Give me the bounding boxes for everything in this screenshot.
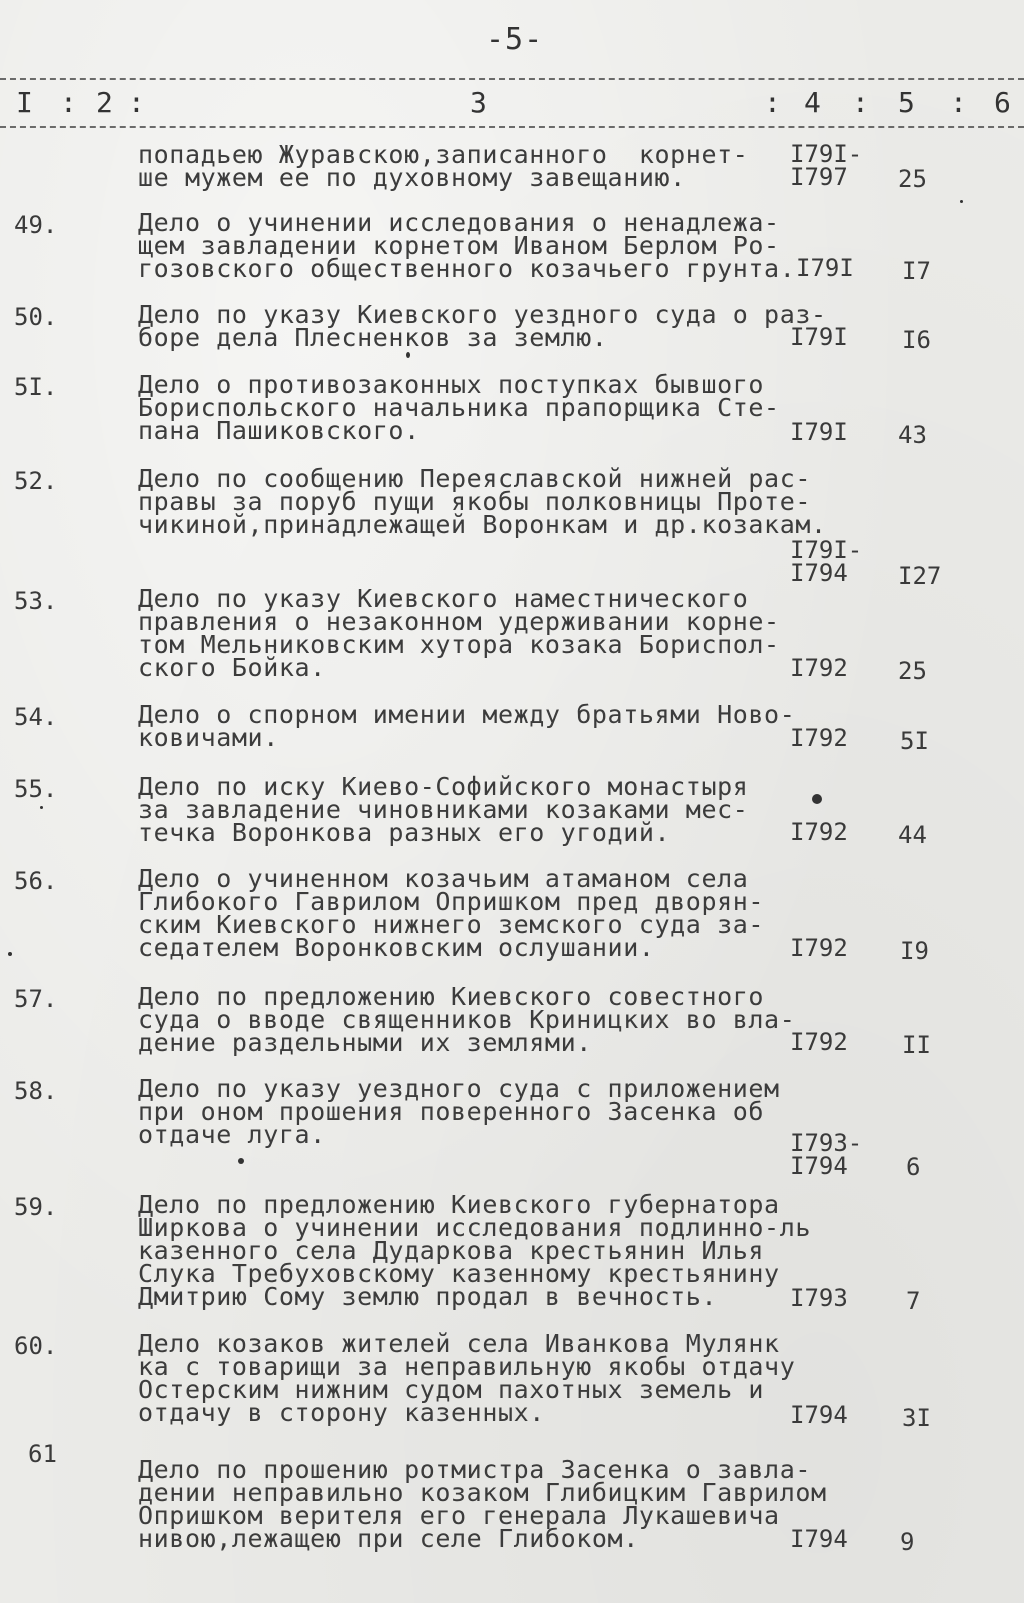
entry-description: Дело о спорном имении между братьями Ново- ковичами. (138, 700, 796, 752)
page-number: -5- (486, 22, 544, 57)
entry-number: 54. (14, 703, 58, 731)
entry-year: I792 (790, 818, 848, 846)
entry-description: Дело по предложению Киевского губернатора Ширкова о учинении исследования подлинно-ль казенного села Дударкова крестьянин Илья Слука Требуховскому казенному крестьянину Дмитрию Сому землю продал в вечность. (138, 1190, 812, 1311)
entry-number: 49. (14, 211, 58, 239)
entry-description: Дело о учинении исследования о ненадлежа- щем завладении корнетом Иваном Берлом Ро- гозовского общественного козачьего грунта. (138, 208, 796, 283)
entry-sheet-count: 25 (898, 657, 927, 685)
entry-sheet-count: I6 (902, 326, 931, 354)
column-separator: : (128, 86, 145, 119)
entry-year: I794 (790, 1401, 848, 1429)
entry-year: I792 (790, 724, 848, 752)
entry-description: Дело о учиненном козачьим атаманом села Глибокого Гаврилом Опришком пред дворян- ским Киевского нижнего земского суда за- седателем Воронковским ослушании. (138, 864, 765, 962)
column-separator: : (950, 86, 967, 119)
ink-speck (960, 200, 963, 203)
column-header-3: 3 (470, 86, 487, 119)
entry-number: 61 (28, 1440, 57, 1468)
column-header-2: 2 (96, 86, 113, 119)
entry-sheet-count: I27 (898, 562, 942, 590)
header-bottom-rule (0, 126, 1024, 128)
entry-description: Дело по сообщению Переяславской нижней рас- правы за поруб пущи якобы полковницы Проте- чикиной,принадлежащей Воронкам и др.козакам. (138, 464, 827, 539)
entry-sheet-count: 44 (898, 821, 927, 849)
entry-description: Дело козаков жителей села Иванкова Мулянк ка с товарищи за неправильную якобы отдачу Остерским нижним судом пахотных земель и отдачу в сторону казенных. (138, 1329, 796, 1427)
entry-sheet-count: 25 (898, 165, 927, 193)
entry-year: I79I (796, 254, 854, 282)
entry-description: Дело по указу Киевского уездного суда о раз- боре дела Плесненков за землю. (138, 300, 827, 352)
entry-sheet-count: 6 (906, 1153, 921, 1181)
column-header-4: 4 (804, 86, 821, 119)
entry-year: I79I- I794 (790, 536, 863, 587)
ink-speck (238, 1158, 244, 1164)
ink-speck (40, 806, 43, 809)
entry-number: 56. (14, 867, 58, 895)
entry-number: 50. (14, 303, 58, 331)
entry-year: I793 (790, 1284, 848, 1312)
entry-number: 58. (14, 1077, 58, 1105)
entry-year: I793- I794 (790, 1129, 863, 1180)
header-top-rule (0, 78, 1024, 80)
column-separator: : (60, 86, 77, 119)
entry-description: Дело по указу Киевского наместнического правления о незаконном удерживании корне- том Мельниковским хутора козака Бориспол- ского Бойка. (138, 584, 780, 682)
entry-sheet-count: I9 (900, 937, 929, 965)
ink-speck (406, 352, 410, 358)
entry-description: Дело по указу уездного суда с приложением при оном прошения поверенного Засенка об отдаче луга. (138, 1074, 780, 1149)
column-header-5: 5 (898, 86, 915, 119)
entry-year: I79I- I797 (790, 140, 863, 191)
entry-sheet-count: 3I (902, 1404, 931, 1432)
entry-sheet-count: 9 (900, 1528, 915, 1556)
entry-number: 59. (14, 1193, 58, 1221)
column-separator: : (764, 86, 781, 119)
entry-year: I792 (790, 934, 848, 962)
entry-year: I794 (790, 1525, 848, 1553)
entry-description: Дело по иску Киево-Софийского монастыря за завладение чиновниками козаками мес- течка Воронкова разных его угодий. (138, 772, 749, 847)
entry-sheet-count: I7 (902, 257, 931, 285)
entry-number: 57. (14, 985, 58, 1013)
entry-year: I792 (790, 654, 848, 682)
entry-year: I79I (790, 323, 848, 351)
entry-number: 60. (14, 1332, 58, 1360)
entry-description: попадьею Журавскою,записанного корнет- ше мужем ее по духовному завещанию. (138, 140, 749, 192)
entry-number: 52. (14, 467, 58, 495)
ink-speck (8, 952, 12, 956)
entry-sheet-count: 5I (900, 727, 929, 755)
entry-number: 53. (14, 587, 58, 615)
column-header-6: 6 (994, 86, 1011, 119)
entry-number: 5I. (14, 373, 58, 401)
column-header-1: I (16, 86, 33, 119)
entry-sheet-count: 43 (898, 421, 927, 449)
entry-description: Дело по прошению ротмистра Засенка о завла- дении неправильно козаком Глибицким Гаврилом Опришком верителя его генерала Лукашевича нивою,лежащею при селе Глибоком. (138, 1455, 827, 1553)
entry-description: Дело о противозаконных поступках бывшого Бориспольского начальника прапорщика Сте- пана Пашиковского. (138, 370, 780, 445)
entry-sheet-count: 7 (906, 1287, 921, 1315)
entry-sheet-count: II (902, 1031, 931, 1059)
ink-speck (812, 794, 822, 804)
column-separator: : (852, 86, 869, 119)
entry-year: I79I (790, 418, 848, 446)
entry-number: 55. (14, 775, 58, 803)
entry-year: I792 (790, 1028, 848, 1056)
entry-description: Дело по предложению Киевского совестного суда о вводе священников Криницких во вла- дение раздельными их землями. (138, 982, 796, 1057)
